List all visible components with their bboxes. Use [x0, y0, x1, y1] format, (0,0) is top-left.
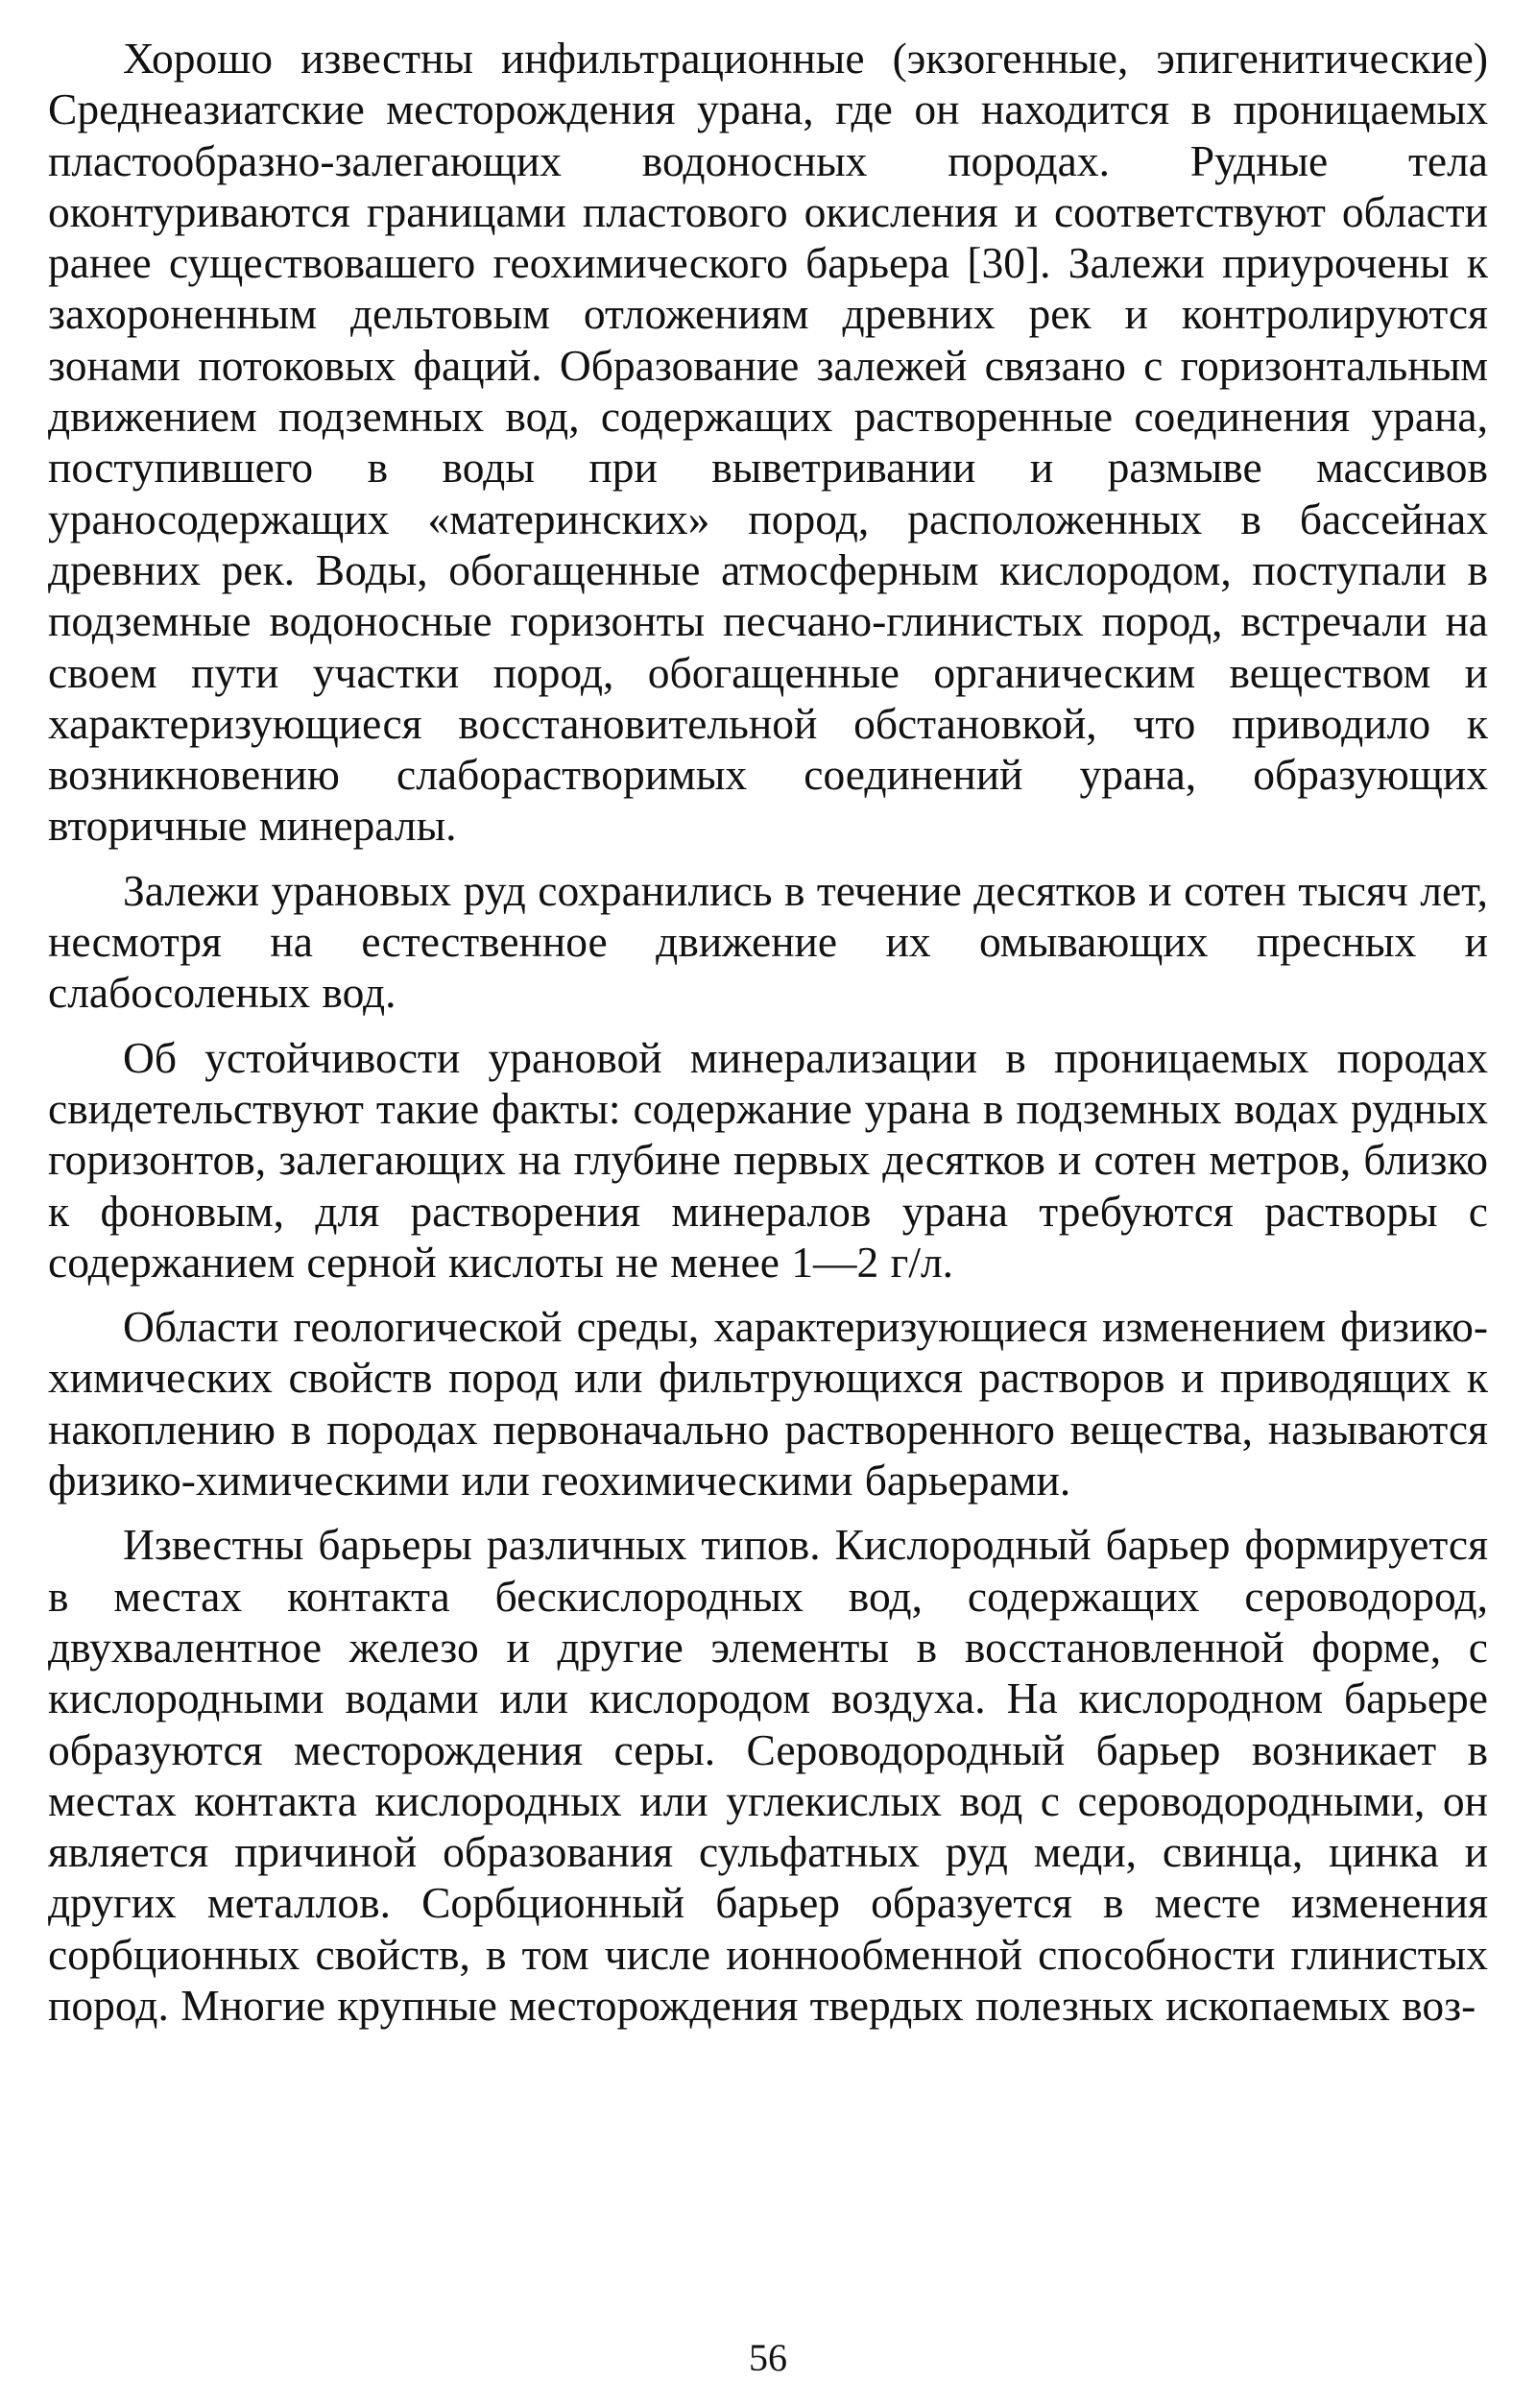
page-text-block [48, 33, 1488, 2044]
paragraph-infiltration-deposits: Хорошо известны инфильтрационные (экзогенные, эпигенитические) Среднеазиатские месторождения урана, где он находится в проницаемых пластообразно-залегающих водоносных породах. Рудные тела оконтуриваются границами пластового окисления и соответствуют области ранее существовашего геохимического барьера [30]. Залежи приурочены к захороненным дельтовым отложениям древних рек и контролируются зонами потоковых фаций. Образование залежей связано с горизонтальным движением подземных вод, содержащих растворенные соединения урана, поступившего в воды при выветривании и размыве массивов ураносодержащих «материнских» пород, расположенных в бассейнах древних рек. Воды, обогащенные атмосферным кислородом, поступали в подземные водоносные горизонты песчано-глинистых пород, встречали на своем пути участки пород, обогащенные органическим веществом и характеризующиеся восстановительной обстановкой, что приводило к возникновению слаборастворимых соединений урана, образующих вторичные минералы. [48, 34, 1488, 851]
paragraph-geochemical-barriers-definition: Области геологической среды, характеризующиеся изменением физико-химических свойств пород или фильтрующихся растворов и приводящих к накоплению в породах первоначально растворенного вещества, называются физико-химическими или геохимическими барьерами. [48, 1302, 1488, 1505]
paragraph-uranium-ore-preservation: Залежи урановых руд сохранились в течение десятков и сотен тысяч лет, несмотря на естественное движение их омывающих пресных и слабосоленых вод. [48, 865, 1488, 1018]
paragraph-barrier-types: Известны барьеры различных типов. Кислородный барьер формируется в местах контакта бескислородных вод, содержащих сероводород, двухвалентное железо и другие элементы в восстановленной форме, с кислородными водами или кислородом воздуха. На кислородном барьере образуются месторождения серы. Сероводородный барьер возникает в местах контакта кислородных или углекислых вод с сероводородными, он является причиной образования сульфатных руд меди, свинца, цинка и других металлов. Сорбционный барьер образуется в месте изменения сорбционных свойств, в том числе ионнообменной способности глинистых пород. Многие крупные месторождения твердых полезных ископаемых воз- [48, 1520, 1488, 2030]
paragraph-mineralization-stability: Об устойчивости урановой минерализации в проницаемых породах свидетельствуют такие факты: содержание урана в подземных водах рудных горизонтов, залегающих на глубине первых десятков и сотен метров, близко к фоновым, для растворения минералов урана требуются растворы с содержанием серной кислоты не менее 1—2 г/л. [48, 1032, 1488, 1287]
page-number: 56 [749, 2336, 787, 2379]
